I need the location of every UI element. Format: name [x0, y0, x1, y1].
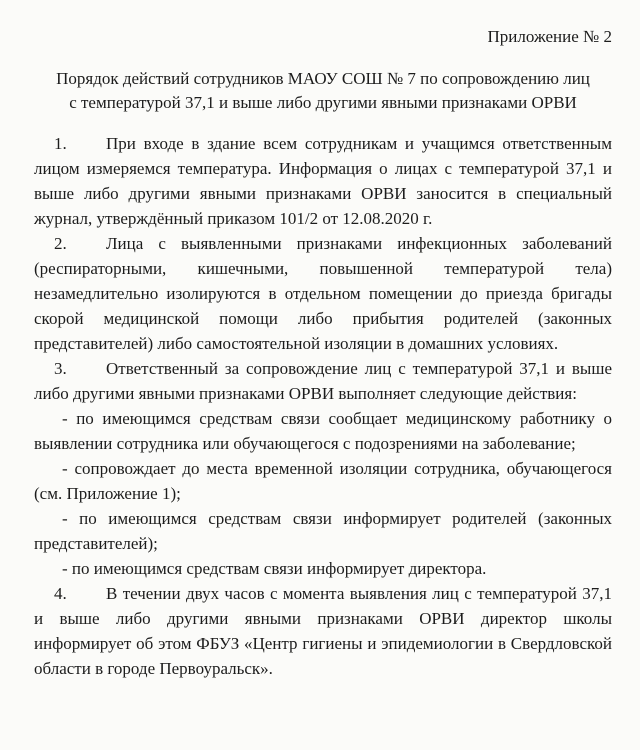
paragraph-4-text: В течении двух часов с момента выявления лиц с температурой 37,1 и выше либо другими явными признаками ОРВИ директор школы информирует об этом ФБУЗ «Центр гигиены и эпидемиологии в Свердловской области в городе Первоуральск». — [34, 584, 612, 678]
paragraph-2 — [34, 231, 612, 356]
subitem-2: - сопровождает до места временной изоляции сотрудника, обучающегося (см. Приложение 1); — [34, 459, 612, 503]
paragraph-1-number: 1. — [54, 134, 67, 153]
subitem-1: - по имеющимся средствам связи сообщает медицинскому работнику о выявлении сотрудника или обучающегося с подозрениями на заболевание; — [34, 409, 612, 453]
paragraph-3-number: 3. — [54, 359, 67, 378]
paragraph-4-number: 4. — [54, 584, 67, 603]
paragraph-3 — [34, 356, 612, 406]
subitem-3: - по имеющимся средствам связи информирует родителей (законных представителей); — [34, 509, 612, 553]
paragraph-2-text: Лица с выявленными признаками инфекционных заболеваний (респираторными, кишечными, повышенной температурой тела) незамедлительно изолируются в отдельном помещении до приезда бригады скорой медицинской помощи либо прибытия родителей (законных представителей) либо самостоятельной изоляции в домашних условиях. — [34, 234, 612, 353]
title-line-2: с температурой 37,1 и выше либо другими явными признаками ОРВИ — [69, 93, 577, 112]
title-line-1: Порядок действий сотрудников МАОУ СОШ № 7 по сопровождению лиц — [56, 69, 590, 88]
paragraph-2-number: 2. — [54, 234, 67, 253]
paragraph-4 — [34, 581, 612, 681]
document-title — [34, 67, 612, 115]
subitem-4: - по имеющимся средствам связи информирует директора. — [62, 559, 487, 578]
paragraph-1-text: При входе в здание всем сотрудникам и учащимся ответственным лицом измеряемся температура. Информация о лицах с температурой 37,1 и выше либо другими явными признаками ОРВИ заносится в специальный журнал, утверждённый приказом 101/2 от 12.08.2020 г. — [34, 134, 612, 228]
paragraph-1 — [34, 131, 612, 231]
paragraph-3-text: Ответственный за сопровождение лиц с температурой 37,1 и выше либо другими явными признаками ОРВИ выполняет следующие действия: — [34, 359, 612, 403]
appendix-label: Приложение № 2 — [487, 27, 612, 46]
